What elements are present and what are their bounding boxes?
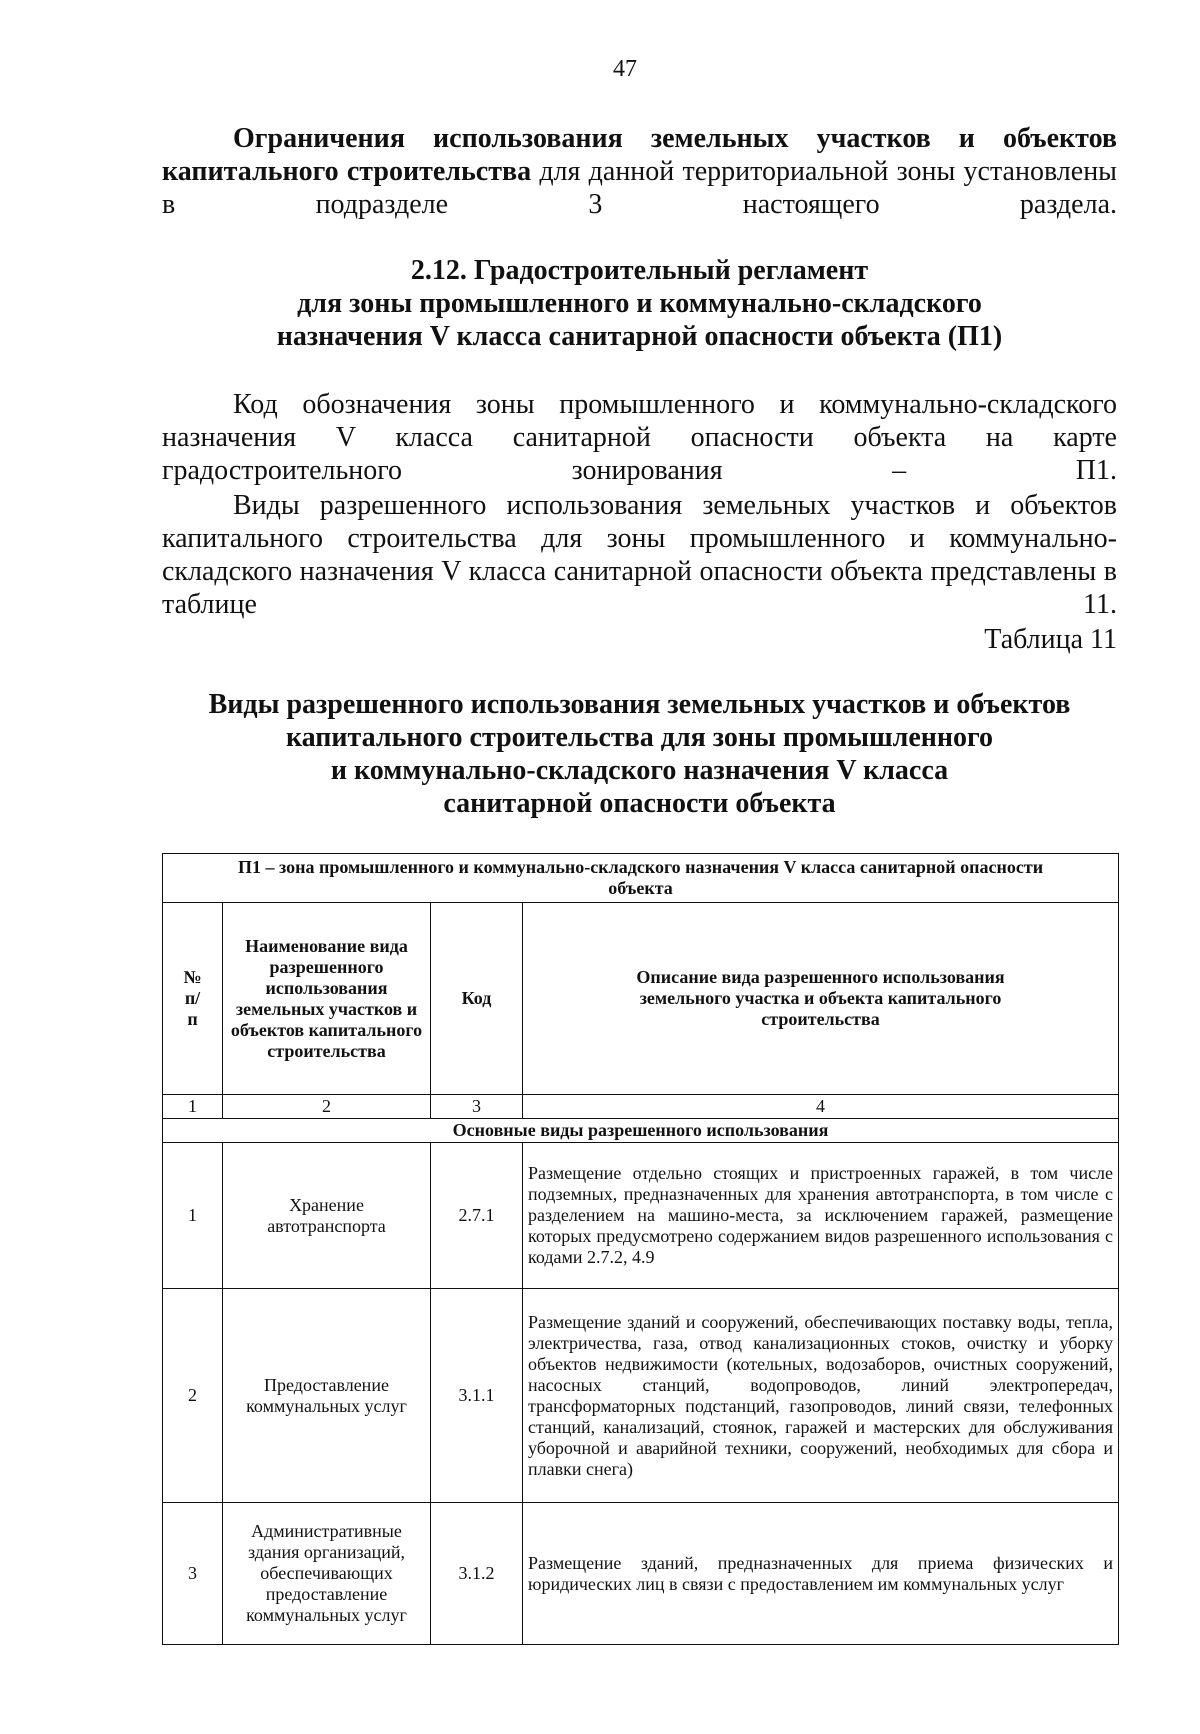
- row-1-name: Хранение автотранспорта: [223, 1143, 431, 1289]
- column-number-1: 1: [163, 1095, 223, 1119]
- row-1-num: 1: [163, 1143, 223, 1289]
- table-label: Таблица 11: [984, 624, 1117, 655]
- zone-title-cell: П1 – зона промышленного и коммунально-складского назначения V класса санитарной опасности объекта: [163, 854, 1119, 903]
- row-1-description: Размещение отдельно стоящих и пристроенных гаражей, в том числе подземных, предназначенных для хранения автотранспорта, в том числе с разделением на машино-места, за исключением гаражей, размещение которых предусмотрено содержанием видов разрешенного использования с кодами 2.7.2, 4.9: [523, 1143, 1119, 1289]
- section-heading-line-3: назначения V класса санитарной опасности объекта (П1): [276, 321, 1003, 352]
- row-2-description: Размещение зданий и сооружений, обеспечивающих поставку воды, тепла, электричества, газа, отвод канализационных стоков, очистку и уборку объектов недвижимости (котельных, водозаборов, очистных сооружений, насосных станций, водопроводов, линий электропередач, трансформаторных подстанций, газопроводов, линий связи, телефонных станций, канализаций, стоянок, гаражей и мастерских для обслуживания уборочной и аварийной техники, сооружений, необходимых для сбора и плавки снега): [523, 1289, 1119, 1503]
- row-2-num: 2: [163, 1289, 223, 1503]
- header-name: Наименование вида разрешенного использования земельных участков и объектов капитального строительства: [223, 903, 431, 1095]
- section-heading-line-1: 2.12. Градостроительный регламент: [410, 255, 869, 286]
- table-heading-line-3: и коммунально-складского назначения V класса: [330, 755, 949, 786]
- row-3-num: 3: [163, 1503, 223, 1645]
- section-title-cell: Основные виды разрешенного использования: [163, 1119, 1119, 1143]
- table-row: [163, 1289, 1119, 1503]
- column-number-4: 4: [523, 1095, 1119, 1119]
- column-number-2: 2: [223, 1095, 431, 1119]
- row-3-code: 3.1.2: [431, 1503, 523, 1645]
- restriction-bold-text: Ограничения использования земельных участков и объектов капитального строительства: [162, 123, 1117, 187]
- table-row: [163, 1143, 1119, 1289]
- column-number-3: 3: [431, 1095, 523, 1119]
- row-2-name: Предоставление коммунальных услуг: [223, 1289, 431, 1503]
- table-heading: [162, 688, 1117, 820]
- header-num: № п/п: [163, 903, 223, 1095]
- zone-code-paragraph: Код обозначения зоны промышленного и коммунально-складского назначения V класса санитарной опасности объекта на карте градостроительного зонирования – П1.: [162, 389, 1117, 486]
- table-heading-line-1: Виды разрешенного использования земельных участков и объектов: [208, 689, 1071, 720]
- row-3-description: Размещение зданий, предназначенных для приема физических и юридических лиц в связи с предоставлением им коммунальных услуг: [523, 1503, 1119, 1645]
- section-heading-line-2: для зоны промышленного и коммунально-складского: [297, 288, 982, 319]
- row-3-name: Административные здания организаций, обеспечивающих предоставление коммунальных услуг: [223, 1503, 431, 1645]
- permitted-uses-paragraph: Виды разрешенного использования земельных участков и объектов капитального строительства для зоны промышленного и коммунально-складского назначения V класса санитарной опасности объекта представлены в таблице 11.: [162, 490, 1117, 620]
- table-heading-line-4: санитарной опасности объекта: [443, 788, 836, 819]
- header-description: Описание вида разрешенного использования земельного участка и объекта капитального строительства: [523, 903, 1119, 1095]
- row-1-code: 2.7.1: [431, 1143, 523, 1289]
- row-2-code: 3.1.1: [431, 1289, 523, 1503]
- table-heading-line-2: капитального строительства для зоны промышленного: [285, 722, 994, 753]
- restriction-paragraph: [162, 122, 1117, 221]
- page-number: 47: [613, 56, 637, 82]
- table-row: [163, 1503, 1119, 1645]
- header-code: Код: [431, 903, 523, 1095]
- section-heading: [162, 254, 1117, 353]
- permitted-uses-table: [162, 853, 1119, 1645]
- restriction-normal-text: для данной территориальной зоны установлены в подразделе 3 настоящего раздела.: [162, 156, 1117, 220]
